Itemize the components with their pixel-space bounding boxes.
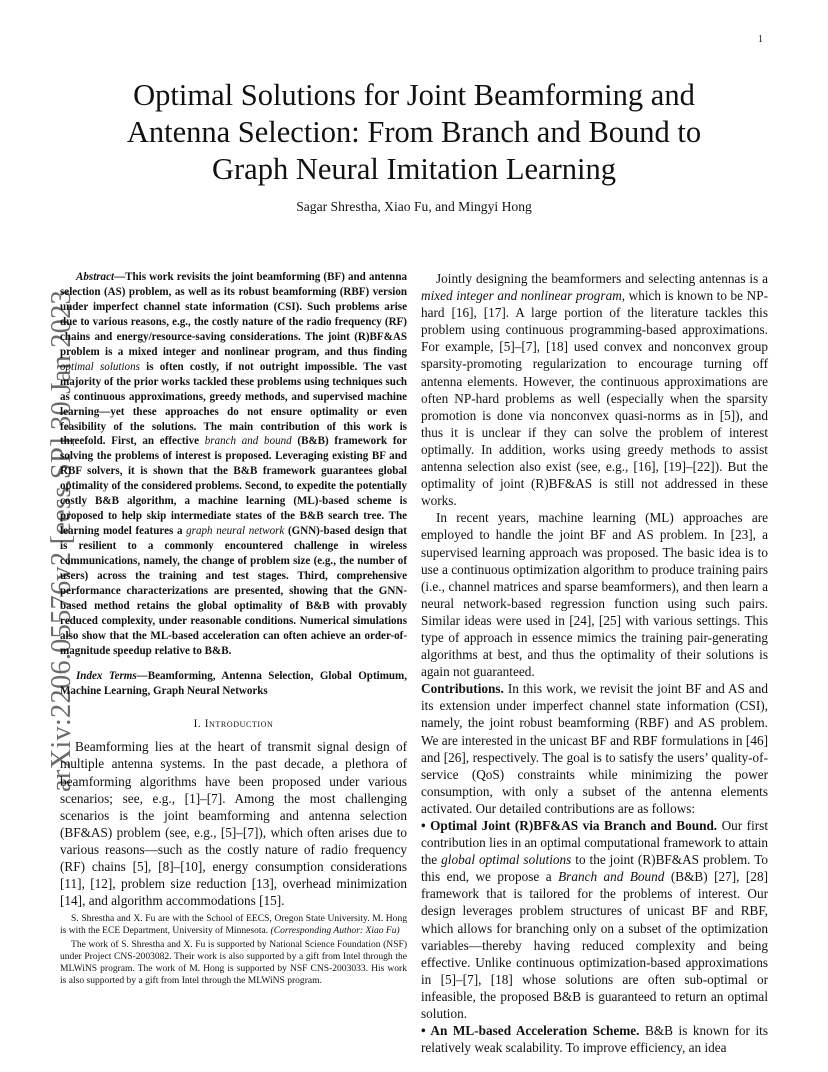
left-column xyxy=(60,270,407,909)
contribution-1-text-c: (B&B) [27], [28] framework that is tailored for the problems of interest. Our design leverages problem structures of unicast BF and RBF, which allows for branching only on a subset of the optimization variables—thereby having reduced complexity and being effective. Unlike continuous optimization-based approximations in [5]–[7], [18] whose solutions are often sub-optimal or infeasible, the proposed B&B is guaranteed to return an optimal solution. xyxy=(421,869,768,1022)
intro-p2-text-b: , which is known to be NP-hard [16], [17]. A large portion of the literature tackles this problem using continuous programming-based approximations. For example, [5]–[7], [18] used convex and nonconvex group sparsity-promoting regularization to encourage turning off antenna elements. However, the continuous approximations are often NP-hard problems as well (especially when the sparsity promotion is done via nonconvex quasi-norms as in [5]), and thus it is unclear if they can solve the problem of interest optimally. In addition, works using greedy methods to assist antenna selection also exist (see, e.g., [16], [19]–[22]). But the optimality of joint (R)BF&AS is still not addressed in these works. xyxy=(421,288,768,509)
intro-p2-text-a: Jointly designing the beamformers and selecting antennas is a xyxy=(436,271,768,286)
title-line-3: Graph Neural Imitation Learning xyxy=(212,152,616,186)
contribution-2-label: • An ML-based Acceleration Scheme. xyxy=(421,1023,640,1039)
page-number: 1 xyxy=(758,34,763,45)
arxiv-identifier-stamp[interactable]: arXiv:2206.05576v2 [eess.SP] 30 Jan 2023 xyxy=(46,290,77,792)
contributions-label: Contributions. xyxy=(421,681,504,697)
footnote-affiliations xyxy=(60,913,407,937)
index-terms-label: Index Terms xyxy=(76,669,137,682)
footnotes xyxy=(60,913,407,987)
footnote-corresponding-author: (Corresponding Author: Xiao Fu) xyxy=(270,925,400,937)
intro-paragraph-2 xyxy=(421,270,768,509)
abstract xyxy=(60,270,407,659)
abstract-text-2: is often costly, if not outright impossible. The vast majority of the prior works tackled these problems using techniques such as continuous approximations, greedy methods, and supervised machine learning—yet these approaches do not ensure optimality or even feasibility of the solutions. The main contribution of this work is threefold. First, an effective xyxy=(60,360,407,448)
contributions-paragraph xyxy=(421,680,768,817)
contributions-text: In this work, we revisit the joint BF and AS and its extension under imperfect channel state information (CSI), namely, the joint robust beamforming (RBF) and AS problem. We are interested in the unicast BF and RBF formulations in [46] and [26], respectively. The goal is to satisfy the users’ quality-of-service (QoS) constraints while minimizing the power consumption, with only a subset of the antenna elements activated. Our detailed contributions are as follows: xyxy=(421,681,768,816)
abstract-text-3: (B&B) framework for solving the problems of interest is proposed. Leveraging existing BF and RBF solvers, it is shown that the B&B framework guarantees global optimality of the considered problems. Second, to expedite the potentially costly B&B algorithm, a machine learning (ML)-based scheme is proposed to help skip intermediate states of the B&B search tree. The learning model features a xyxy=(60,435,407,538)
index-terms-text: —Beamforming, Antenna Selection, Global Optimum, Machine Learning, Graph Neural Networks xyxy=(60,669,407,697)
abstract-label: Abstract xyxy=(76,271,115,283)
contribution-2-text: B&B is known for its relatively weak scalability. To improve efficiency, an idea xyxy=(421,1023,769,1056)
title-line-1: Optimal Solutions for Joint Beamforming and xyxy=(133,78,695,112)
contribution-1-text-a: Our first contribution lies in an optimal computational framework to attain the xyxy=(421,818,768,868)
intro-paragraph-3: In recent years, machine learning (ML) approaches are employed to handle the joint BF and AS problem. In [23], a supervised learning approach was proposed. The basic idea is to use a continuous optimization algorithm to produce training pairs (i.e., channel matrices and sparse beamformers), and then learn a neural network-based regression function using such pairs. Similar ideas were used in [24], [25] with various settings. This type of approach in essence mimics the training pair-generating algorithms at best, and thus the optimality of their solutions is again not guaranteed. xyxy=(421,510,768,680)
abstract-emphasis-3: graph neural network xyxy=(186,525,285,538)
author-list: Sagar Shrestha, Xiao Fu, and Mingyi Hong xyxy=(296,199,532,214)
index-terms xyxy=(60,669,407,699)
footnote-funding: The work of S. Shrestha and X. Fu is supported by National Science Foundation (NSF) under Project CNS-2003082. Their work is also supported by a gift from Intel through the MLWiNS program. The work of M. Hong is supported by NSF CNS-2003033. His work is also supported by a gift from Intel through the MLWiNS program. xyxy=(60,939,407,987)
contribution-1-label: • Optimal Joint (R)BF&AS via Branch and Bound. xyxy=(421,818,718,833)
intro-paragraph-1: Beamforming lies at the heart of transmit signal design of multiple antenna systems. In the past decade, a plethora of beamforming algorithms have been proposed under various scenarios; see, e.g., [1]–[7]. Among the most challenging scenarios is the joint beamforming and antenna selection (BF&AS) problem (see, e.g., [5]–[7]), which often arises due to various reasons—such as the costly nature of radio frequency (RF) chains [5], [8]–[10], energy consumption considerations [11], [12], problem size reduction [13], overhead minimization [14], and algorithm accommodations [15]. xyxy=(60,739,407,909)
contribution-bullet-1 xyxy=(421,817,768,1022)
contribution-1-emphasis-1: global optimal solutions xyxy=(441,852,572,868)
abstract-text-1: —This work revisits the joint beamforming (BF) and antenna selection (AS) problem, as well as its robust beamforming (RBF) version under imperfect channel state information (CSI). Such problems arise due to various reasons, e.g., the costly nature of the radio frequency (RF) chains and energy/resource-saving considerations. The joint (R)BF&AS problem is a mixed integer and nonlinear program, and thus finding xyxy=(60,271,407,358)
intro-p2-emphasis: mixed integer and nonlinear program xyxy=(421,288,622,304)
title-line-2: Antenna Selection: From Branch and Bound to xyxy=(126,115,702,149)
section-heading-introduction: I. Introduction xyxy=(193,718,274,731)
abstract-emphasis-2: branch and bound xyxy=(204,435,292,448)
contribution-bullet-2 xyxy=(421,1022,768,1056)
contribution-1-emphasis-2: Branch and Bound xyxy=(558,869,665,885)
abstract-emphasis-1: optimal solutions xyxy=(60,360,140,373)
right-column xyxy=(421,270,768,1056)
abstract-text-4: (GNN)-based design that is resilient to a commonly encountered challenge in wireless communications, namely, the change of problem size (e.g., the number of users) across the training and test stages. Third, comprehensive performance characterizations are presented, showing that the GNN-based method retains the global optimality of B&B with provably reduced complexity, under reasonable conditions. Numerical simulations also show that the ML-based acceleration can often achieve an order-of-magnitude speedup relative to B&B. xyxy=(60,525,407,657)
paper-title xyxy=(60,77,768,188)
contribution-1-text-b: to the joint (R)BF&AS problem. To this end, we propose a xyxy=(421,852,768,885)
footnote-affiliations-text: S. Shrestha and X. Fu are with the School of EECS, Oregon State University. M. Hong is with the ECE Department, University of Minnesota. xyxy=(60,913,407,937)
